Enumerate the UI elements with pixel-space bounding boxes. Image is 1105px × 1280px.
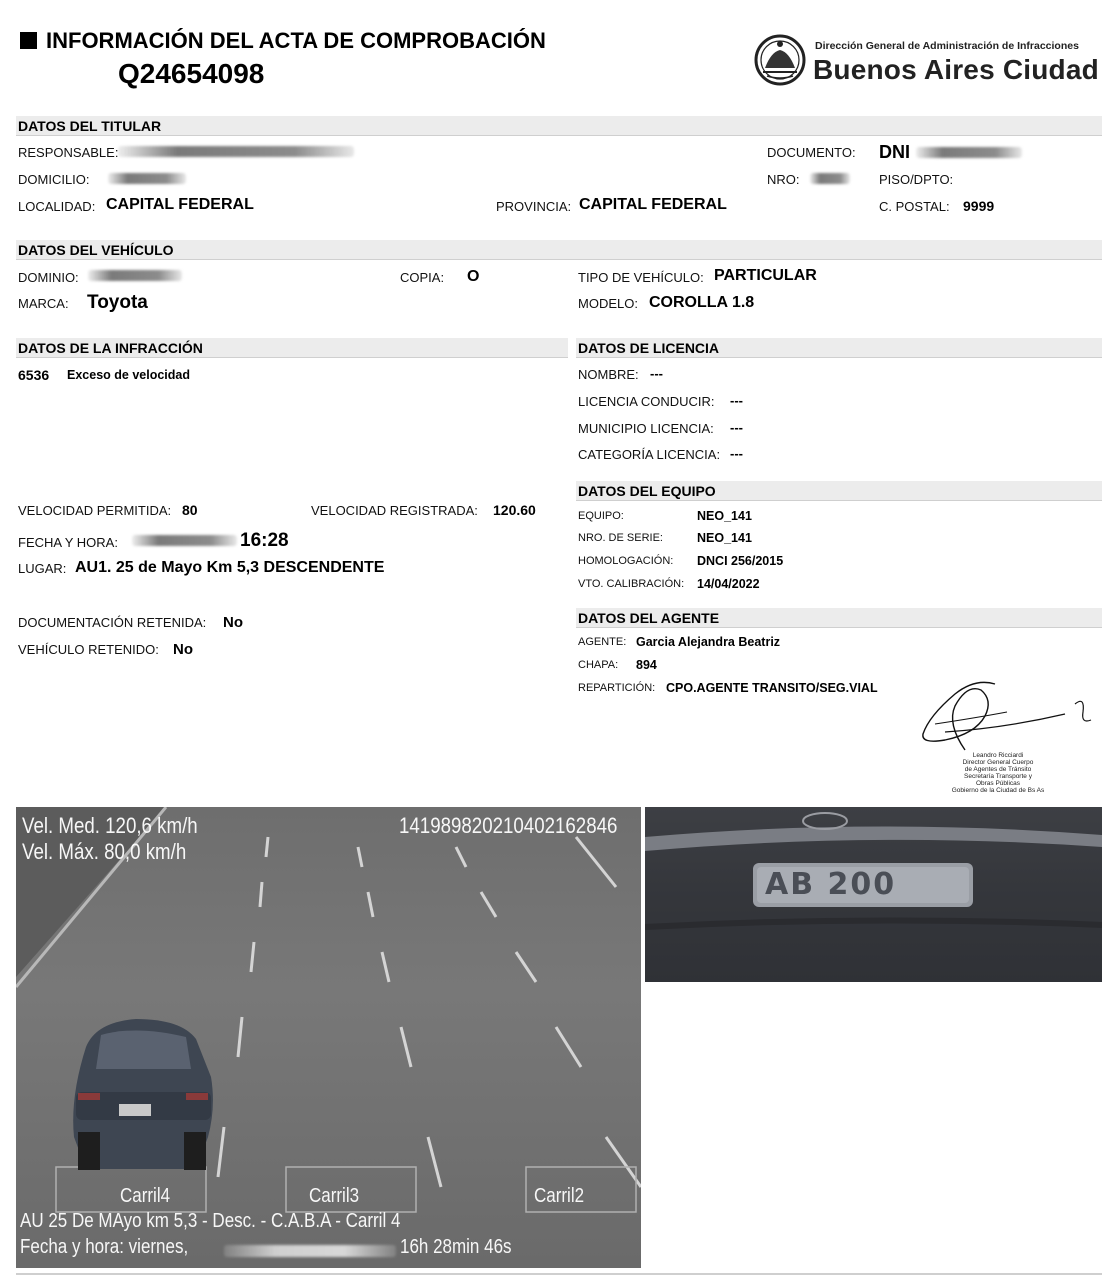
vel-med-overlay: Vel. Med. 120,6 km/h [22, 813, 198, 838]
equipo-value: NEO_141 [697, 509, 752, 523]
doc-retenida-value: No [223, 614, 243, 631]
licencia-value: --- [730, 393, 743, 408]
veh-retenido-value: No [173, 641, 193, 658]
license-plate-text: AB 200 [765, 867, 897, 902]
bottom-divider [16, 1273, 1102, 1275]
homologacion-value: DNCI 256/2015 [697, 554, 784, 568]
radar-photo [16, 807, 641, 1268]
calibracion-value: 14/04/2022 [697, 577, 760, 591]
section-equipo: DATOS DEL EQUIPO [576, 481, 1102, 501]
cpostal-label: C. POSTAL: [879, 199, 950, 214]
reparticion-value: CPO.AGENTE TRANSITO/SEG.VIAL [666, 681, 878, 695]
redacted-nro [810, 173, 850, 184]
section-licencia: DATOS DE LICENCIA [576, 338, 1102, 358]
vel-registrada-label: VELOCIDAD REGISTRADA: [311, 503, 478, 518]
lane4-overlay: Carril4 [120, 1185, 171, 1207]
domicilio-label: DOMICILIO: [18, 172, 90, 187]
veh-retenido-label: VEHÍCULO RETENIDO: [18, 642, 159, 657]
section-agente: DATOS DEL AGENTE [576, 608, 1102, 628]
doc-retenida-label: DOCUMENTACIÓN RETENIDA: [18, 615, 207, 630]
marca-label: MARCA: [18, 296, 69, 311]
documento-value: DNI [879, 142, 910, 162]
provincia-value: CAPITAL FEDERAL [579, 196, 727, 213]
lugar-value: AU1. 25 de Mayo Km 5,3 DESCENDENTE [75, 559, 385, 576]
section-infraccion: DATOS DE LA INFRACCIÓN [16, 338, 568, 358]
acta-number: Q24654098 [118, 58, 265, 89]
section-vehiculo: DATOS DEL VEHÍCULO [16, 240, 1102, 260]
tipo-label: TIPO DE VEHÍCULO: [578, 270, 704, 285]
vel-registrada-value: 120.60 [493, 502, 536, 518]
serie-value: NEO_141 [697, 531, 752, 545]
redacted-dominio [88, 270, 182, 281]
redacted-responsable [118, 146, 354, 157]
section-titular: DATOS DEL TITULAR [16, 116, 1102, 136]
localidad-value: CAPITAL FEDERAL [106, 196, 254, 213]
serie-label: NRO. DE SERIE: [578, 532, 663, 544]
nombre-value: --- [650, 366, 663, 381]
provincia-label: PROVINCIA: [496, 199, 572, 214]
dominio-label: DOMINIO: [18, 270, 79, 285]
lugar-label: LUGAR: [18, 561, 67, 576]
chapa-value: 894 [636, 658, 657, 672]
redacted-dni [916, 147, 1022, 158]
infraccion-description: Exceso de velocidad [67, 368, 190, 382]
serial-overlay: 141989820210402162846 [399, 813, 618, 838]
categoria-label: CATEGORÍA LICENCIA: [578, 447, 721, 462]
vel-permitida-label: VELOCIDAD PERMITIDA: [18, 503, 172, 518]
nombre-label: NOMBRE: [578, 367, 639, 382]
equipo-label: EQUIPO: [578, 510, 624, 522]
redacted-domicilio [108, 173, 186, 184]
tipo-value: PARTICULAR [714, 267, 817, 284]
hora-value: 16:28 [240, 530, 289, 551]
agente-label: AGENTE: [578, 636, 627, 648]
lane3-overlay: Carril3 [309, 1185, 360, 1207]
documento-label: DOCUMENTO: [767, 145, 856, 160]
document-title: INFORMACIÓN DEL ACTA DE COMPROBACIÓN [20, 28, 546, 54]
modelo-value: COROLLA 1.8 [649, 294, 755, 311]
plate-photo [645, 807, 1102, 982]
lane2-overlay: Carril2 [534, 1185, 585, 1207]
homologacion-label: HOMOLOGACIÓN: [578, 555, 674, 567]
vel-max-overlay: Vel. Máx. 80,0 km/h [22, 839, 187, 864]
city-name: Buenos Aires Ciudad [813, 54, 1099, 85]
reparticion-label: REPARTICIÓN: [578, 682, 656, 694]
marca-value: Toyota [87, 292, 148, 313]
city-seal-logo [753, 30, 807, 90]
categoria-value: --- [730, 446, 743, 461]
agency-name: Dirección General de Administración de Infracciones [815, 40, 1079, 52]
infraccion-code: 6536 [18, 367, 50, 383]
agente-value: Garcia Alejandra Beatriz [636, 635, 781, 649]
square-bullet-icon [20, 32, 37, 49]
responsable-label: RESPONSABLE: [18, 145, 119, 160]
calibracion-label: VTO. CALIBRACIÓN: [578, 578, 685, 590]
redacted-fecha [132, 535, 237, 546]
municipio-label: MUNICIPIO LICENCIA: [578, 421, 714, 436]
signature-caption: Leandro Ricciardi Director General Cuerpo de Agentes de Tránsito Secretaría Transporte y Obras Públicas Gobierno de la Ciudad de Bs As [951, 752, 1045, 794]
cpostal-value: 9999 [963, 198, 995, 214]
licencia-label: LICENCIA CONDUCIR: [578, 394, 715, 409]
chapa-label: CHAPA: [578, 659, 619, 671]
location-overlay: AU 25 De MAyo km 5,3 - Desc. - C.A.B.A - Carril 4 [20, 1210, 401, 1232]
fecha-label: FECHA Y HORA: [18, 535, 118, 550]
time-overlay: 16h 28min 46s [400, 1236, 512, 1258]
localidad-label: LOCALIDAD: [18, 199, 96, 214]
car-icon [73, 1019, 213, 1170]
municipio-value: --- [730, 420, 743, 435]
fecha-overlay: Fecha y hora: viernes, [20, 1236, 189, 1258]
modelo-label: MODELO: [578, 296, 638, 311]
signature-graphic [915, 676, 1095, 754]
redacted-photo-date [224, 1245, 396, 1257]
vel-permitida-value: 80 [182, 502, 198, 518]
nro-label: NRO: [767, 172, 800, 187]
copia-label: COPIA: [400, 270, 445, 285]
piso-label: PISO/DPTO: [879, 172, 954, 187]
copia-value: O [467, 268, 480, 285]
